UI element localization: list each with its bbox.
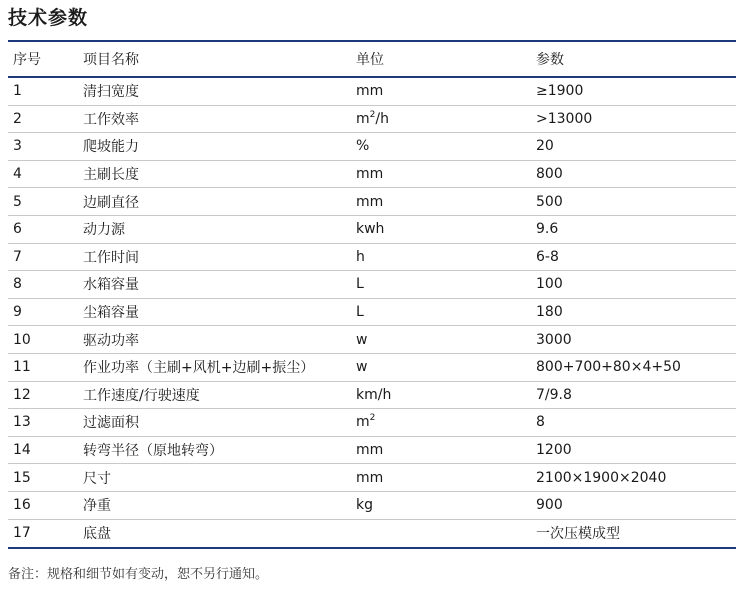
spec-table bbox=[8, 42, 736, 76]
cell-param: 7/9.8 bbox=[536, 381, 736, 409]
cell-item: 净重 bbox=[83, 491, 356, 519]
cell-param: 800+700+80×4+50 bbox=[536, 353, 736, 381]
cell-param: 900 bbox=[536, 491, 736, 519]
table-row bbox=[8, 491, 736, 519]
table-row bbox=[8, 409, 736, 437]
cell-param: 3000 bbox=[536, 326, 736, 354]
cell-seq: 1 bbox=[8, 78, 83, 106]
cell-item: 作业功率（主刷+风机+边刷+振尘） bbox=[83, 353, 356, 381]
unit-base: m bbox=[356, 414, 370, 431]
unit-base: mm bbox=[356, 83, 384, 100]
table-row bbox=[8, 436, 736, 464]
cell-seq: 10 bbox=[8, 326, 83, 354]
cell-unit bbox=[356, 464, 536, 492]
cell-seq: 14 bbox=[8, 436, 83, 464]
cell-seq: 13 bbox=[8, 409, 83, 437]
cell-item: 爬坡能力 bbox=[83, 133, 356, 161]
table-row bbox=[8, 298, 736, 326]
unit-base: mm bbox=[356, 166, 384, 183]
table-bottom-rule bbox=[8, 547, 736, 549]
table-row bbox=[8, 78, 736, 106]
cell-unit bbox=[356, 215, 536, 243]
table-row bbox=[8, 353, 736, 381]
unit-base: w bbox=[356, 331, 368, 348]
cell-item: 清扫宽度 bbox=[83, 78, 356, 106]
cell-unit bbox=[356, 271, 536, 299]
cell-unit bbox=[356, 491, 536, 519]
table-row bbox=[8, 464, 736, 492]
cell-unit bbox=[356, 326, 536, 354]
cell-unit bbox=[356, 381, 536, 409]
cell-seq: 8 bbox=[8, 271, 83, 299]
table-row bbox=[8, 188, 736, 216]
table-row bbox=[8, 271, 736, 299]
cell-item: 过滤面积 bbox=[83, 409, 356, 437]
cell-seq: 11 bbox=[8, 353, 83, 381]
cell-unit bbox=[356, 78, 536, 106]
page-title: 技术参数 bbox=[8, 7, 89, 29]
cell-unit bbox=[356, 243, 536, 271]
cell-item: 工作时间 bbox=[83, 243, 356, 271]
table-row bbox=[8, 160, 736, 188]
cell-item: 主刷长度 bbox=[83, 160, 356, 188]
cell-seq: 17 bbox=[13, 525, 31, 542]
table-header-row bbox=[8, 42, 736, 76]
cell-unit bbox=[356, 105, 536, 133]
table-row bbox=[8, 133, 736, 161]
unit-base: w bbox=[356, 359, 368, 376]
table-row bbox=[8, 519, 736, 547]
unit-base: kg bbox=[356, 497, 373, 514]
footnote: 备注：规格和细节如有变动，恕不另行通知。 bbox=[8, 567, 269, 582]
cell-seq: 5 bbox=[8, 188, 83, 216]
cell-seq: 7 bbox=[8, 243, 83, 271]
cell-seq: 15 bbox=[8, 464, 83, 492]
cell-item: 动力源 bbox=[83, 215, 356, 243]
header-item: 项目名称 bbox=[83, 52, 139, 68]
cell-item: 边刷直径 bbox=[83, 188, 356, 216]
cell-param: 20 bbox=[536, 133, 736, 161]
cell-seq: 16 bbox=[8, 491, 83, 519]
cell-param: 9.6 bbox=[536, 215, 736, 243]
cell-item: 工作效率 bbox=[83, 105, 356, 133]
cell-seq: 6 bbox=[8, 215, 83, 243]
table-row bbox=[8, 326, 736, 354]
cell-unit bbox=[356, 160, 536, 188]
cell-param: >13000 bbox=[536, 105, 736, 133]
cell-item: 底盘 bbox=[83, 526, 111, 543]
unit-suffix: /h bbox=[375, 110, 389, 127]
cell-param: 2100×1900×2040 bbox=[536, 464, 736, 492]
header-seq: 序号 bbox=[13, 52, 41, 68]
unit-base: kwh bbox=[356, 221, 385, 238]
unit-base: % bbox=[356, 138, 370, 155]
unit-base: km/h bbox=[356, 386, 392, 403]
cell-param: 800 bbox=[536, 160, 736, 188]
cell-param: ≥1900 bbox=[536, 78, 736, 106]
cell-param: 1200 bbox=[536, 436, 736, 464]
unit-base: L bbox=[356, 304, 364, 321]
unit-base: L bbox=[356, 276, 364, 293]
table-row bbox=[8, 381, 736, 409]
spec-table-container bbox=[8, 40, 736, 549]
header-unit: 单位 bbox=[356, 52, 384, 68]
cell-unit bbox=[356, 188, 536, 216]
cell-param: 一次压模成型 bbox=[536, 526, 620, 543]
cell-param: 100 bbox=[536, 271, 736, 299]
table-row bbox=[8, 105, 736, 133]
cell-item: 转弯半径（原地转弯） bbox=[83, 436, 356, 464]
cell-unit bbox=[356, 436, 536, 464]
spec-table-body bbox=[8, 78, 736, 547]
unit-base: mm bbox=[356, 469, 384, 486]
cell-item: 工作速度/行驶速度 bbox=[83, 381, 356, 409]
cell-item: 水箱容量 bbox=[83, 271, 356, 299]
cell-unit bbox=[356, 409, 536, 437]
header-param: 参数 bbox=[536, 52, 564, 68]
cell-unit bbox=[356, 519, 536, 547]
unit-base: mm bbox=[356, 193, 384, 210]
cell-unit bbox=[356, 133, 536, 161]
cell-item: 驱动功率 bbox=[83, 326, 356, 354]
cell-item: 尺寸 bbox=[83, 464, 356, 492]
cell-param: 180 bbox=[536, 298, 736, 326]
cell-item: 尘箱容量 bbox=[83, 298, 356, 326]
cell-seq: 9 bbox=[8, 298, 83, 326]
cell-unit bbox=[356, 298, 536, 326]
cell-seq: 12 bbox=[8, 381, 83, 409]
unit-base: h bbox=[356, 248, 365, 265]
unit-base: mm bbox=[356, 442, 384, 459]
cell-seq: 2 bbox=[8, 105, 83, 133]
unit-exponent: 2 bbox=[369, 413, 376, 424]
table-row bbox=[8, 243, 736, 271]
table-row bbox=[8, 215, 736, 243]
unit-exponent: 2 bbox=[369, 109, 376, 120]
cell-param: 8 bbox=[536, 409, 736, 437]
cell-seq: 4 bbox=[8, 160, 83, 188]
unit-base: m bbox=[356, 110, 370, 127]
cell-param: 500 bbox=[536, 188, 736, 216]
cell-param: 6-8 bbox=[536, 243, 736, 271]
cell-seq: 3 bbox=[8, 133, 83, 161]
cell-unit bbox=[356, 353, 536, 381]
